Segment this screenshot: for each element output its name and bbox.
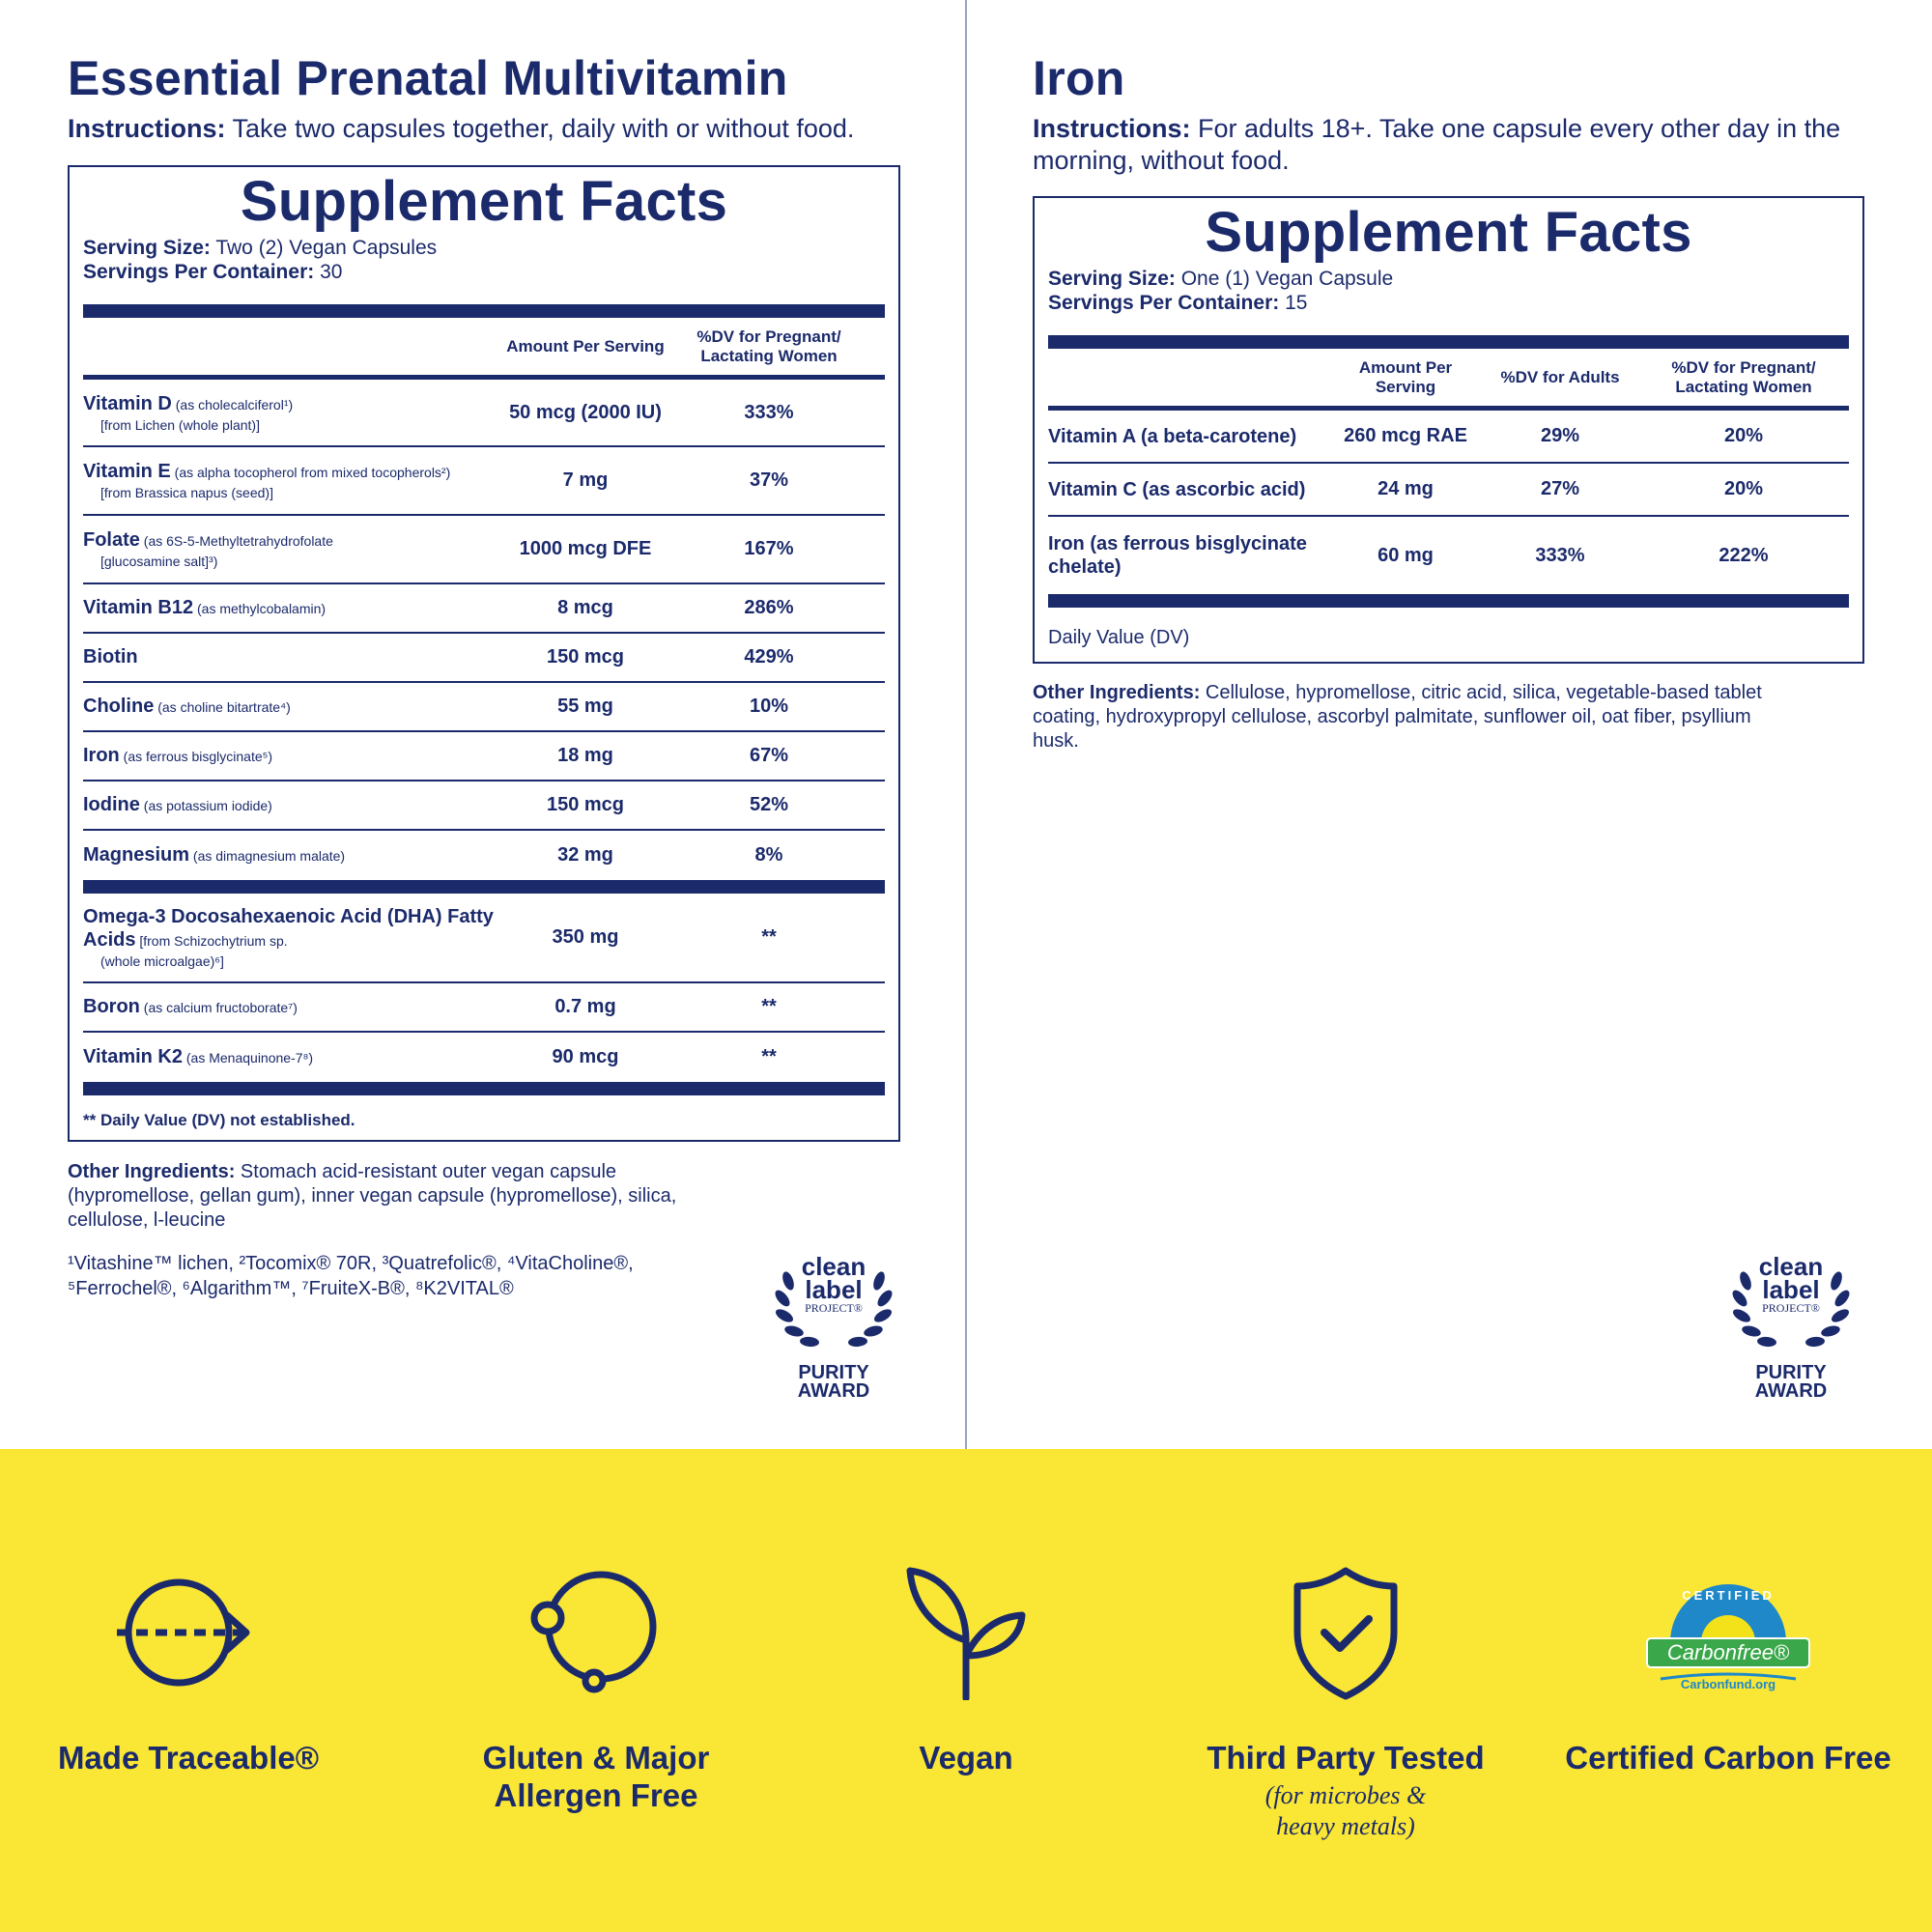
dv-value: 37% bbox=[749, 469, 789, 491]
adults-dv-value: 29% bbox=[1540, 425, 1580, 446]
nutrient-name: Iron (as ferrous bisglycinate chelate) bbox=[1048, 533, 1307, 578]
nutrient-row bbox=[1048, 464, 1849, 517]
dv-value: 222% bbox=[1719, 544, 1769, 566]
nutrient-row bbox=[83, 634, 885, 683]
nutrient-note: (as 6S-5-Methyltetrahydrofolate bbox=[139, 533, 333, 549]
nutrient-row bbox=[83, 447, 885, 516]
other-ingredients-text: Stomach acid-resistant outer vegan capsule (hypromellose, gellan gum), inner vegan capsule (hypromellose), silica, cellulose, l-leucine bbox=[68, 1161, 677, 1231]
nutrient-name-cell bbox=[83, 596, 498, 620]
feature-allergen-free bbox=[432, 1565, 760, 1814]
thick-divider bbox=[83, 1082, 885, 1095]
carbon-mid-text: Carbonfree® bbox=[1666, 1640, 1790, 1664]
nutrient-name-cell bbox=[83, 460, 498, 501]
nutrient-name: Vitamin K2 bbox=[83, 1046, 183, 1067]
nutrient-name: Omega-3 Docosahexaenoic Acid (DHA) Fatty Acids bbox=[83, 906, 494, 951]
nutrient-note: (as choline bitartrate⁴) bbox=[154, 699, 291, 715]
nutrient-row bbox=[83, 683, 885, 732]
nutrient-row bbox=[83, 516, 885, 584]
nutrient-row bbox=[83, 983, 885, 1033]
nutrient-name: Vitamin D bbox=[83, 392, 172, 414]
servings-per-container: Servings Per Container: 30 bbox=[83, 261, 343, 283]
nutrient-note: (as calcium fructoborate⁷) bbox=[139, 1000, 298, 1015]
nutrient-note: (as potassium iodide) bbox=[139, 798, 272, 813]
feature-third-party-tested bbox=[1181, 1565, 1510, 1842]
amount-value: 32 mg bbox=[557, 844, 613, 866]
badge-label-text: label bbox=[1762, 1275, 1820, 1304]
features-band bbox=[0, 1449, 1932, 1932]
nutrient-row bbox=[83, 584, 885, 634]
nutrient-note: (as dimagnesium malate) bbox=[189, 848, 346, 864]
nutrient-note: (as cholecalciferol¹) bbox=[171, 396, 294, 412]
amount-value: 24 mg bbox=[1378, 478, 1434, 499]
facts-title: Supplement Facts bbox=[240, 170, 728, 233]
dv-value: 167% bbox=[744, 538, 794, 559]
thick-divider bbox=[1048, 594, 1849, 608]
nutrient-row bbox=[83, 781, 885, 831]
col-adults-header: %DV for Adults bbox=[1500, 367, 1620, 386]
other-ingredients bbox=[68, 1160, 686, 1233]
col-dv-header: %DV for Pregnant/ Lactating Women bbox=[696, 327, 841, 365]
instructions-text: Take two capsules together, daily with or without food. bbox=[225, 114, 855, 143]
thick-divider bbox=[1048, 335, 1849, 349]
amount-value: 60 mg bbox=[1378, 544, 1434, 566]
dv-value: 286% bbox=[744, 597, 794, 618]
dv-value: 52% bbox=[749, 794, 789, 815]
serving-info bbox=[1035, 267, 1862, 315]
nutrient-rows-vitamins bbox=[70, 380, 898, 880]
nutrient-row bbox=[83, 1033, 885, 1082]
badge-clean-text: clean bbox=[1758, 1252, 1824, 1281]
laurel-wreath-icon bbox=[761, 1252, 906, 1358]
trademark-line: ¹Vitashine™ lichen, ²Tocomix® 70R, ³Quatrefolic®, ⁴VitaCholine®, bbox=[68, 1253, 634, 1274]
supplement-facts-table bbox=[68, 165, 900, 1142]
laurel-wreath-icon bbox=[1719, 1252, 1863, 1358]
amount-value: 260 mcg RAE bbox=[1344, 425, 1467, 446]
dv-value: 20% bbox=[1723, 478, 1764, 499]
nutrient-rows bbox=[1035, 411, 1862, 594]
nutrient-name-cell bbox=[83, 1045, 498, 1069]
amount-value: 50 mcg (2000 IU) bbox=[509, 401, 662, 423]
trademark-notes bbox=[68, 1251, 634, 1301]
instructions-text: For adults 18+. Take one capsule every other day in the morning, without food. bbox=[1033, 114, 1841, 175]
trademark-line: ⁵Ferrochel®, ⁶Algarithm™, ⁷FruiteX-B®, ⁸K2VITAL® bbox=[68, 1278, 514, 1299]
feature-certified-carbon-free bbox=[1564, 1565, 1892, 1776]
column-headers bbox=[1048, 349, 1849, 411]
amount-value: 7 mg bbox=[562, 469, 609, 491]
nutrient-name-cell bbox=[83, 843, 498, 867]
feature-made-traceable bbox=[24, 1565, 353, 1776]
nutrient-name: Vitamin C (as ascorbic acid) bbox=[1048, 478, 1306, 500]
dv-footnote: ** Daily Value (DV) not established. bbox=[83, 1111, 355, 1129]
adults-dv-value: 27% bbox=[1540, 478, 1580, 499]
nutrient-row bbox=[83, 894, 885, 983]
instructions-label: Instructions: bbox=[68, 114, 226, 143]
nutrient-source: [from Brassica napus (seed)] bbox=[100, 485, 273, 500]
nutrient-name-cell bbox=[83, 793, 498, 817]
nutrient-row bbox=[83, 732, 885, 781]
thick-divider bbox=[83, 880, 885, 894]
amount-value: 350 mg bbox=[552, 926, 619, 948]
other-ingredients-text: Cellulose, hypromellose, citric acid, silica, vegetable-based tablet coating, hydroxypropyl cellulose, ascorbyl palmitate, sunflower oil, oat fiber, psyllium husk. bbox=[1033, 682, 1762, 752]
nutrient-row bbox=[1048, 517, 1849, 594]
nutrient-name: Vitamin B12 bbox=[83, 597, 194, 618]
other-ingredients bbox=[1033, 681, 1767, 753]
nutrient-name-cell bbox=[83, 995, 498, 1019]
facts-title: Supplement Facts bbox=[1205, 201, 1692, 264]
nutrient-note: (as alpha tocopherol from mixed tocopherols²) bbox=[170, 465, 451, 480]
badge-award-text: AWARD bbox=[797, 1380, 870, 1402]
carbon-certified-text: CERTIFIED bbox=[1682, 1588, 1775, 1603]
amount-value: 18 mg bbox=[557, 745, 613, 766]
feature-label: Certified Carbon Free bbox=[1565, 1740, 1891, 1776]
amount-value: 0.7 mg bbox=[554, 996, 616, 1017]
serving-size: Serving Size: One (1) Vegan Capsule bbox=[1048, 268, 1394, 290]
dv-value: 333% bbox=[744, 401, 794, 423]
other-ingredients-label: Other Ingredients: bbox=[1033, 682, 1201, 703]
amount-value: 90 mcg bbox=[552, 1046, 619, 1067]
badge-project-text: PROJECT® bbox=[1762, 1301, 1820, 1315]
nutrient-name-cell bbox=[83, 744, 498, 768]
badge-purity-text: PURITY bbox=[1755, 1362, 1827, 1383]
dv-value: 10% bbox=[749, 696, 789, 717]
nutrient-name: Boron bbox=[83, 996, 140, 1017]
badge-purity-text: PURITY bbox=[798, 1362, 869, 1383]
amount-value: 1000 mcg DFE bbox=[519, 538, 652, 559]
clean-label-badge bbox=[761, 1252, 906, 1406]
badge-award-text: AWARD bbox=[1754, 1380, 1828, 1402]
nutrient-name: Iodine bbox=[83, 794, 140, 815]
serving-size: Serving Size: Two (2) Vegan Capsules bbox=[83, 237, 438, 259]
nutrient-name-cell bbox=[83, 645, 498, 669]
dv-footnote: Daily Value (DV) bbox=[1048, 627, 1190, 648]
amount-value: 55 mg bbox=[557, 696, 613, 717]
shield-check-icon bbox=[1268, 1565, 1423, 1700]
col-amount-header: Amount Per Serving bbox=[506, 336, 665, 355]
nutrient-name-cell bbox=[83, 905, 498, 970]
nutrient-name: Choline bbox=[83, 696, 155, 717]
nutrient-name: Magnesium bbox=[83, 844, 190, 866]
nutrient-row bbox=[83, 380, 885, 447]
product-title: Iron bbox=[1033, 51, 1125, 105]
dv-value: 67% bbox=[749, 745, 789, 766]
adults-dv-value: 333% bbox=[1535, 544, 1585, 566]
nutrient-source: [glucosamine salt]³) bbox=[100, 554, 218, 569]
feature-label: Gluten & Major Allergen Free bbox=[482, 1740, 710, 1813]
instructions bbox=[68, 113, 898, 145]
feature-label: Made Traceable® bbox=[57, 1740, 320, 1776]
nutrient-name: Folate bbox=[83, 529, 140, 551]
dv-value: 20% bbox=[1723, 425, 1764, 446]
serving-info bbox=[70, 236, 898, 284]
traceable-arrow-icon bbox=[111, 1565, 266, 1700]
nutrient-name-cell bbox=[83, 695, 498, 719]
badge-label-text: label bbox=[805, 1275, 863, 1304]
nutrient-name: Iron bbox=[83, 745, 120, 766]
nutrient-note: [from Schizochytrium sp. bbox=[135, 933, 288, 949]
amount-value: 150 mcg bbox=[546, 794, 625, 815]
allergen-free-icon bbox=[519, 1565, 673, 1700]
nutrient-name-cell bbox=[83, 392, 498, 434]
feature-vegan bbox=[802, 1565, 1130, 1776]
amount-value: 8 mcg bbox=[557, 597, 613, 618]
carbonfree-logo bbox=[1641, 1565, 1815, 1700]
column-headers bbox=[83, 318, 885, 380]
nutrient-note: (as Menaquinone-7⁸) bbox=[183, 1050, 314, 1065]
nutrient-name: Vitamin A (a beta-carotene) bbox=[1048, 425, 1297, 447]
thick-divider bbox=[83, 304, 885, 318]
nutrient-name: Biotin bbox=[83, 646, 138, 668]
badge-clean-text: clean bbox=[801, 1252, 867, 1281]
panel-divider bbox=[965, 0, 967, 1449]
clean-label-badge bbox=[1719, 1252, 1863, 1406]
supplement-facts-table bbox=[1033, 196, 1864, 664]
feature-label: Third Party Tested bbox=[1207, 1740, 1485, 1776]
servings-per-container: Servings Per Container: 15 bbox=[1048, 292, 1308, 314]
nutrient-name: Vitamin E bbox=[83, 461, 171, 482]
nutrient-note: (as ferrous bisglycinate⁵) bbox=[119, 749, 273, 764]
carbon-bottom-text: Carbonfund.org bbox=[1680, 1677, 1776, 1691]
nutrient-source: [from Lichen (whole plant)] bbox=[100, 416, 260, 433]
dv-value: 8% bbox=[754, 844, 783, 866]
nutrient-row bbox=[83, 831, 885, 880]
col-dv-header: %DV for Pregnant/ Lactating Women bbox=[1671, 357, 1816, 396]
nutrient-name-cell bbox=[83, 528, 498, 570]
nutrient-rows-other bbox=[70, 894, 898, 1082]
nutrient-row bbox=[1048, 411, 1849, 464]
feature-label: Vegan bbox=[919, 1740, 1013, 1776]
nutrient-source: (whole microalgae)⁶] bbox=[100, 953, 224, 969]
dv-value: ** bbox=[761, 996, 777, 1017]
product-title: Essential Prenatal Multivitamin bbox=[68, 51, 788, 105]
feature-sublabel: (for microbes & heavy metals) bbox=[1264, 1781, 1427, 1840]
amount-value: 150 mcg bbox=[546, 646, 625, 668]
dv-value: 429% bbox=[744, 646, 794, 668]
badge-project-text: PROJECT® bbox=[805, 1301, 863, 1315]
dv-value: ** bbox=[761, 926, 777, 948]
nutrient-note: (as methylcobalamin) bbox=[193, 601, 327, 616]
other-ingredients-label: Other Ingredients: bbox=[68, 1161, 236, 1182]
instructions bbox=[1033, 113, 1844, 177]
col-amount-header: Amount Per Serving bbox=[1358, 357, 1453, 396]
sprout-icon bbox=[889, 1565, 1043, 1700]
dv-value: ** bbox=[761, 1046, 777, 1067]
instructions-label: Instructions: bbox=[1033, 114, 1191, 143]
